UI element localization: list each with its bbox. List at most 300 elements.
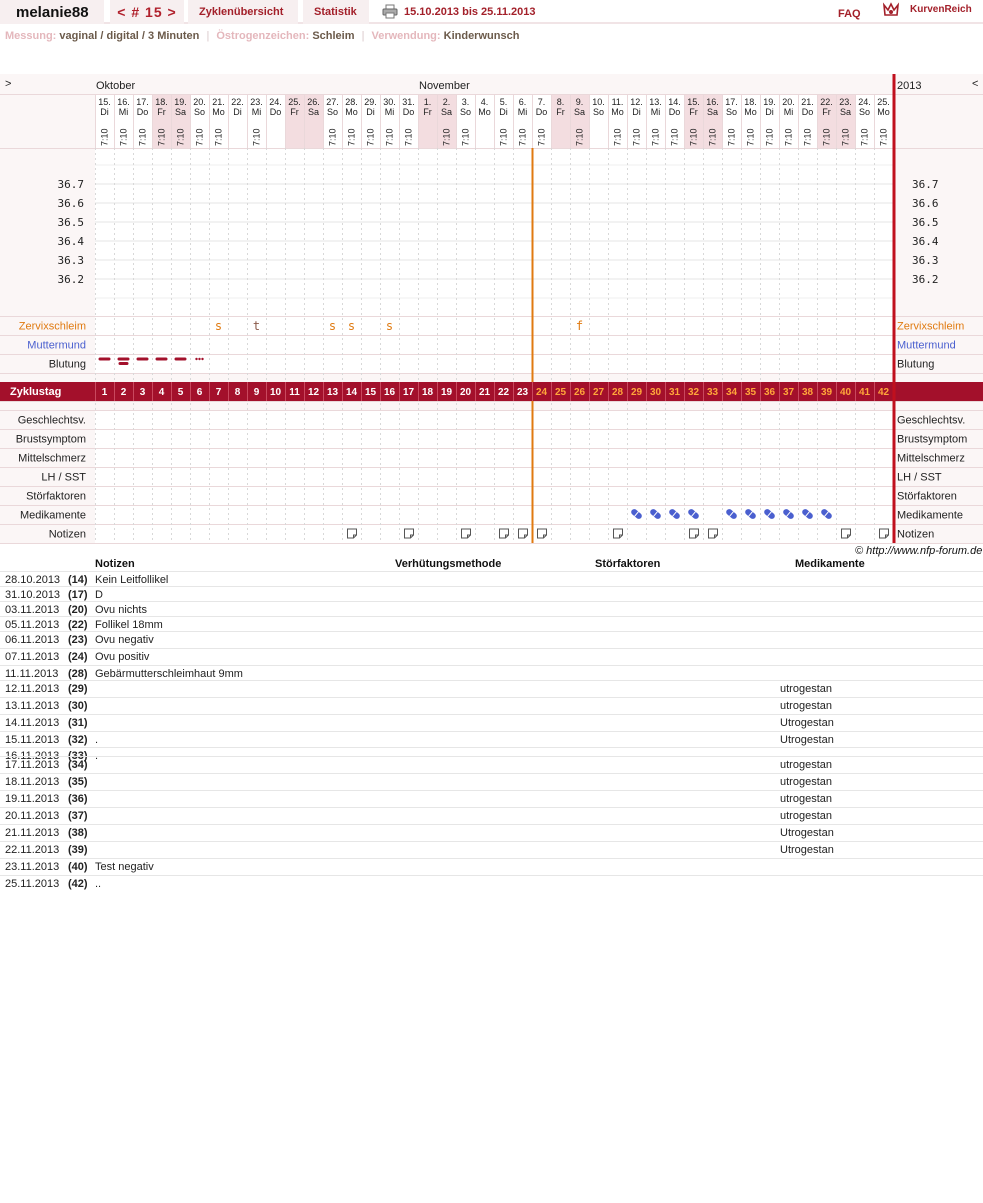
- day-number: 10.: [592, 97, 605, 107]
- day-number: 23.: [839, 97, 852, 107]
- weekday-label: Do: [269, 107, 282, 117]
- weekday-label: So: [858, 107, 871, 117]
- note-text: Kein Leitfollikel: [95, 574, 169, 586]
- day-number: 17.: [725, 97, 738, 107]
- measurement-time: 7:10: [764, 128, 775, 146]
- cycle-day-number: 32: [687, 387, 700, 398]
- table-row: [0, 790, 983, 807]
- day-number: 19.: [763, 97, 776, 107]
- day-number: 11.: [611, 97, 624, 107]
- day-number: 7.: [537, 97, 546, 107]
- row-label-mittel: Mittelschmerz: [18, 452, 86, 465]
- table-row: [0, 756, 983, 773]
- weekday-label: Mi: [650, 107, 661, 117]
- cycle-day-number: 2: [120, 387, 127, 398]
- weekday-label: Sa: [174, 107, 187, 117]
- row-label-right-mittel: Mittelschmerz: [897, 452, 965, 465]
- weekday-label: Mo: [877, 107, 890, 117]
- day-number: 23.: [250, 97, 263, 107]
- cycle-day-number: 6: [196, 387, 203, 398]
- row-label-right-medi: Medikamente: [897, 509, 964, 522]
- cycle-day-number: 21: [478, 387, 491, 398]
- weekday-label: Fr: [423, 107, 432, 117]
- day-number: 25.: [877, 97, 890, 107]
- weekday-label: So: [193, 107, 206, 117]
- note-medication: utrogestan: [780, 700, 832, 712]
- note-cycle-day: (37): [68, 810, 88, 822]
- table-row: [0, 680, 983, 697]
- note-text: .: [95, 750, 99, 762]
- note-icon[interactable]: [880, 529, 889, 538]
- temp-label-right: 36.7: [912, 178, 939, 191]
- row-label-medi: Medikamente: [19, 509, 86, 522]
- day-number: 25.: [288, 97, 301, 107]
- measurement-time: 7:10: [251, 128, 262, 146]
- cervix-mark: s: [385, 319, 394, 333]
- measurement-time: 7:10: [802, 128, 813, 146]
- copyright: © http://www.nfp-forum.de: [855, 545, 983, 557]
- note-date: 20.11.2013: [5, 810, 60, 822]
- measurement-time: 7:10: [403, 128, 414, 146]
- row-label-geschlecht: Geschlechtsv.: [17, 414, 86, 427]
- day-number: 1.: [423, 97, 432, 107]
- note-date: 14.11.2013: [5, 717, 60, 729]
- day-number: 16.: [706, 97, 719, 107]
- weekday-label: Mo: [744, 107, 757, 117]
- weekday-label: Do: [136, 107, 149, 117]
- cycle-day-number: 14: [345, 387, 358, 398]
- weekday-label: Sa: [573, 107, 586, 117]
- weekday-label: Fr: [290, 107, 299, 117]
- note-date: 28.10.2013: [5, 574, 61, 586]
- table-row: [0, 631, 983, 648]
- messung-value: vaginal / digital / 3 Minuten: [59, 30, 200, 42]
- table-row: [0, 875, 983, 892]
- day-number: 13.: [649, 97, 662, 107]
- note-icon[interactable]: [519, 529, 528, 538]
- row-label-right-stoer: Störfaktoren: [897, 490, 957, 503]
- faq-link[interactable]: FAQ: [838, 8, 861, 20]
- note-cycle-day: (34): [68, 759, 88, 771]
- cycle-day-number: 13: [326, 387, 339, 398]
- temp-label-left: 36.4: [57, 235, 84, 248]
- note-cycle-day: (24): [68, 651, 88, 663]
- weekday-label: Mi: [118, 107, 129, 117]
- day-number: 6.: [518, 97, 527, 107]
- bleeding-mark: [175, 358, 187, 361]
- note-medication: utrogestan: [780, 759, 832, 771]
- note-date: 17.11.2013: [5, 759, 60, 771]
- cycle-day-number: 27: [592, 387, 605, 398]
- note-cycle-day: (20): [68, 604, 88, 616]
- cycle-day-number: 37: [782, 387, 795, 398]
- verwendung-label: Verwendung:: [371, 30, 441, 42]
- day-number: 17.: [136, 97, 149, 107]
- measurement-time: 7:10: [460, 128, 471, 146]
- measurement-time: 7:10: [745, 128, 756, 146]
- row-label-notizen: Notizen: [48, 528, 86, 541]
- day-number: 30.: [383, 97, 396, 107]
- weekday-label: Do: [668, 107, 681, 117]
- cervix-mark: s: [347, 319, 356, 333]
- measurement-time: 7:10: [384, 128, 395, 146]
- note-date: 22.11.2013: [5, 844, 60, 856]
- note-cycle-day: (17): [68, 589, 88, 601]
- cycle-day-number: 8: [234, 387, 241, 398]
- note-date: 13.11.2013: [5, 700, 60, 712]
- cycle-day-number: 39: [820, 387, 833, 398]
- cycle-day-number: 7: [215, 387, 222, 398]
- nav-prev-arrow[interactable]: >: [5, 78, 12, 90]
- note-text: .: [95, 734, 99, 746]
- date-range: 15.10.2013 bis 25.11.2013: [404, 6, 536, 18]
- measurement-time: 7:10: [612, 128, 623, 146]
- note-text: D: [95, 589, 103, 601]
- cycle-day-number: 20: [459, 387, 472, 398]
- cycle-chart: [0, 74, 983, 544]
- weekday-label: Do: [801, 107, 814, 117]
- cycle-day-number: 31: [668, 387, 681, 398]
- temp-label-right: 36.6: [912, 197, 939, 210]
- note-date: 31.10.2013: [5, 589, 61, 601]
- measurement-time: 7:10: [327, 128, 338, 146]
- table-row: [0, 841, 983, 858]
- day-number: 8.: [556, 97, 565, 107]
- note-icon[interactable]: [842, 529, 851, 538]
- weekday-label: Di: [765, 107, 774, 117]
- note-date: 21.11.2013: [5, 827, 60, 839]
- day-number: 15.: [98, 97, 111, 107]
- note-cycle-day: (22): [68, 619, 88, 631]
- weekday-label: Mi: [251, 107, 262, 117]
- weekday-label: Fr: [689, 107, 698, 117]
- day-number: 31.: [402, 97, 415, 107]
- measurement-time: 7:10: [650, 128, 661, 146]
- note-cycle-day: (14): [68, 574, 88, 586]
- cycle-day-number: 11: [289, 387, 300, 398]
- table-row: [0, 858, 983, 875]
- weekday-label: Mo: [212, 107, 225, 117]
- weekday-label: So: [459, 107, 472, 117]
- temp-label-right: 36.3: [912, 254, 939, 267]
- note-icon[interactable]: [690, 529, 699, 538]
- weekday-label: Mi: [384, 107, 395, 117]
- cycle-day-number: 15: [364, 387, 377, 398]
- day-number: 21.: [801, 97, 814, 107]
- cycle-day-number: 1: [101, 387, 108, 398]
- temp-label-right: 36.4: [912, 235, 939, 248]
- note-cycle-day: (35): [68, 776, 88, 788]
- day-number: 22.: [820, 97, 833, 107]
- cervix-mark: f: [575, 319, 584, 333]
- measurement-time: 7:10: [498, 128, 509, 146]
- cycle-day-number: 25: [554, 387, 567, 398]
- measurement-time: 7:10: [574, 128, 585, 146]
- printer-icon[interactable]: [382, 4, 398, 19]
- day-number: 24.: [858, 97, 871, 107]
- day-number: 9.: [575, 97, 584, 107]
- table-row: [0, 807, 983, 824]
- measurement-time: 7:10: [840, 128, 851, 146]
- measurement-time: 7:10: [821, 128, 832, 146]
- cycle-day-number: 9: [253, 387, 260, 398]
- note-icon[interactable]: [500, 529, 509, 538]
- measurement-time: 7:10: [137, 128, 148, 146]
- logo-text: KurvenReich: [910, 4, 972, 15]
- row-label-muttermund: Muttermund: [27, 339, 86, 352]
- day-number: 20.: [782, 97, 795, 107]
- measurement-time: 7:10: [688, 128, 699, 146]
- weekday-label: Mi: [517, 107, 528, 117]
- measurement-time: 7:10: [99, 128, 110, 146]
- measurement-time: 7:10: [878, 128, 889, 146]
- row-label-right-brust: Brustsymptom: [897, 433, 968, 446]
- weekday-label: Di: [366, 107, 375, 117]
- note-icon[interactable]: [538, 529, 547, 538]
- month-label-november: November: [419, 80, 470, 92]
- row-label-brust: Brustsymptom: [15, 433, 86, 446]
- day-number: 3.: [461, 97, 470, 107]
- note-medication: utrogestan: [780, 793, 832, 805]
- day-number: 29.: [364, 97, 377, 107]
- measurement-time: 7:10: [441, 128, 452, 146]
- zyklustag-bar: [0, 382, 983, 401]
- cycle-day-number: 35: [744, 387, 757, 398]
- nav-next-arrow[interactable]: <: [972, 78, 979, 90]
- note-date: 25.11.2013: [5, 878, 60, 890]
- cycle-day-number: 16: [383, 387, 396, 398]
- cycle-day-number: 36: [763, 387, 776, 398]
- day-number: 16.: [117, 97, 130, 107]
- temp-label-left: 36.7: [57, 178, 84, 191]
- note-cycle-day: (23): [68, 634, 88, 646]
- note-date: 06.11.2013: [5, 634, 60, 646]
- cycle-day-number: 30: [649, 387, 662, 398]
- note-icon[interactable]: [709, 529, 718, 538]
- cycle-day-number: 10: [269, 387, 282, 398]
- cycle-day-number: 34: [725, 387, 738, 398]
- cycle-day-number: 28: [611, 387, 624, 398]
- table-row: [0, 773, 983, 790]
- table-row: [0, 731, 983, 748]
- day-number: 18.: [744, 97, 757, 107]
- note-text: ..: [95, 878, 102, 890]
- bleeding-spot: [198, 358, 200, 360]
- note-date: 18.11.2013: [5, 776, 60, 788]
- tab-statistics[interactable]: Statistik: [303, 0, 369, 24]
- note-icon[interactable]: [405, 529, 414, 538]
- measurement-time: 7:10: [156, 128, 167, 146]
- weekday-label: Di: [233, 107, 242, 117]
- note-cycle-day: (29): [68, 683, 88, 695]
- note-medication: utrogestan: [780, 776, 832, 788]
- note-cycle-day: (39): [68, 844, 88, 856]
- table-row: [0, 648, 983, 665]
- note-medication: Utrogestan: [780, 734, 834, 746]
- day-number: 19.: [174, 97, 187, 107]
- bleeding-mark: [156, 358, 168, 361]
- measurement-time: 7:10: [783, 128, 794, 146]
- day-number: 24.: [269, 97, 282, 107]
- note-icon[interactable]: [348, 529, 357, 538]
- day-number: 14.: [668, 97, 681, 107]
- cycle-navigator[interactable]: < # 15 >: [110, 0, 184, 24]
- weekday-label: Do: [402, 107, 415, 117]
- day-number: 4.: [480, 97, 489, 107]
- note-medication: Utrogestan: [780, 827, 834, 839]
- cycle-day-number: 23: [516, 387, 529, 398]
- row-label-right-blutung: Blutung: [897, 358, 935, 371]
- temp-label-left: 36.3: [57, 254, 84, 267]
- bleeding-mark-heavy: [119, 362, 129, 365]
- day-number: 15.: [687, 97, 700, 107]
- table-row: [0, 824, 983, 841]
- note-text: Ovu negativ: [95, 634, 154, 646]
- measurement-time: 7:10: [213, 128, 224, 146]
- cycle-day-number: 22: [497, 387, 510, 398]
- weekday-label: Fr: [157, 107, 166, 117]
- cycle-day-number: 12: [307, 387, 320, 398]
- row-label-blutung: Blutung: [48, 358, 86, 371]
- day-number: 27.: [326, 97, 339, 107]
- cervix-mark: s: [328, 319, 337, 333]
- weekday-label: Mo: [345, 107, 358, 117]
- row-label-stoer: Störfaktoren: [26, 490, 86, 503]
- messung-label: Messung:: [5, 30, 57, 42]
- note-text: Ovu positiv: [95, 651, 150, 663]
- month-label-october: Oktober: [96, 80, 136, 92]
- notes-header-medikamente: Medikamente: [795, 558, 865, 570]
- weekday-label: Sa: [307, 107, 320, 117]
- weekday-label: Mo: [478, 107, 491, 117]
- weekday-label: So: [592, 107, 605, 117]
- cycle-day-number: 29: [630, 387, 643, 398]
- verwendung-value: Kinderwunsch: [443, 30, 520, 42]
- note-icon[interactable]: [614, 529, 623, 538]
- username: melanie88: [0, 0, 104, 24]
- weekday-label: So: [725, 107, 738, 117]
- weekday-label: Sa: [706, 107, 719, 117]
- cycle-day-number: 17: [402, 387, 415, 398]
- day-number: 22.: [231, 97, 244, 107]
- weekday-label: Do: [535, 107, 548, 117]
- notes-header-verhuetung: Verhütungsmethode: [395, 558, 502, 570]
- cycle-day-number: 38: [801, 387, 814, 398]
- note-text: Test negativ: [95, 861, 154, 873]
- bleeding-mark: [137, 358, 149, 361]
- note-date: 19.11.2013: [5, 793, 60, 805]
- measurement-time: 7:10: [175, 128, 186, 146]
- oestrogen-label: Östrogenzeichen:: [216, 30, 310, 42]
- note-cycle-day: (32): [68, 734, 88, 746]
- weekday-label: Mo: [611, 107, 624, 117]
- day-number: 28.: [345, 97, 358, 107]
- weekday-label: Sa: [440, 107, 453, 117]
- temp-label-left: 36.5: [57, 216, 84, 229]
- cycle-day-number: 26: [573, 387, 586, 398]
- cycle-day-number: 24: [535, 387, 548, 398]
- row-label-right-lh: LH / SST: [897, 471, 942, 484]
- note-cycle-day: (33): [68, 750, 88, 762]
- note-icon[interactable]: [462, 529, 471, 538]
- cycle-day-number: 18: [421, 387, 434, 398]
- day-number: 5.: [499, 97, 508, 107]
- temp-label-left: 36.6: [57, 197, 84, 210]
- note-date: 16.11.2013: [5, 750, 60, 762]
- temp-label-right: 36.5: [912, 216, 939, 229]
- note-cycle-day: (30): [68, 700, 88, 712]
- measurement-time: 7:10: [726, 128, 737, 146]
- weekday-label: Di: [499, 107, 508, 117]
- day-number: 12.: [630, 97, 643, 107]
- row-label-right-zervix: Zervixschleim: [897, 320, 965, 333]
- cycle-day-number: 41: [858, 387, 871, 398]
- note-cycle-day: (31): [68, 717, 88, 729]
- note-date: 11.11.2013: [5, 668, 59, 680]
- weekday-label: Mi: [783, 107, 794, 117]
- note-date: 23.11.2013: [5, 861, 60, 873]
- measurement-time: 7:10: [631, 128, 642, 146]
- measurement-time: 7:10: [669, 128, 680, 146]
- bleeding-mark: [118, 358, 130, 361]
- temp-label-left: 36.2: [57, 273, 84, 286]
- bleeding-mark: [99, 358, 111, 361]
- bleeding-spot: [201, 358, 203, 360]
- top-bar: [0, 0, 983, 24]
- cycle-day-number: 19: [440, 387, 453, 398]
- note-cycle-day: (28): [68, 668, 88, 680]
- table-row: [0, 697, 983, 714]
- notes-header-stoerfaktoren: Störfaktoren: [595, 558, 661, 570]
- note-cycle-day: (42): [68, 878, 88, 890]
- weekday-label: Di: [632, 107, 641, 117]
- cycle-day-number: 42: [877, 387, 890, 398]
- note-medication: Utrogestan: [780, 844, 834, 856]
- weekday-label: Fr: [822, 107, 831, 117]
- measurement-time: 7:10: [194, 128, 205, 146]
- measurement-time: 7:10: [517, 128, 528, 146]
- measurement-time: 7:10: [118, 128, 129, 146]
- bleeding-spot: [195, 358, 197, 360]
- note-date: 12.11.2013: [5, 683, 60, 695]
- cycle-day-number: 33: [706, 387, 719, 398]
- cycle-day-number: 4: [158, 387, 165, 398]
- note-text: Follikel 18mm: [95, 619, 163, 631]
- row-label-lh: LH / SST: [41, 471, 86, 484]
- note-cycle-day: (40): [68, 861, 88, 873]
- note-date: 15.11.2013: [5, 734, 60, 746]
- cycle-day-number: 3: [139, 387, 146, 398]
- table-row: [0, 714, 983, 731]
- note-date: 05.11.2013: [5, 619, 60, 631]
- day-number: 18.: [155, 97, 168, 107]
- day-number: 21.: [212, 97, 225, 107]
- note-date: 03.11.2013: [5, 604, 60, 616]
- year-label: 2013: [897, 80, 922, 92]
- cycle-chart-svg: [0, 74, 983, 544]
- cycle-day-number: 40: [839, 387, 852, 398]
- cervix-mark: s: [214, 319, 223, 333]
- note-date: 07.11.2013: [5, 651, 60, 663]
- tab-cycle-overview[interactable]: Zyklenübersicht: [188, 0, 298, 24]
- measurement-time: 7:10: [365, 128, 376, 146]
- weekday-label: So: [326, 107, 339, 117]
- note-medication: utrogestan: [780, 683, 832, 695]
- row-label-right-notizen: Notizen: [897, 528, 935, 541]
- measurement-time: 7:10: [859, 128, 870, 146]
- row-label-zervix: Zervixschleim: [18, 320, 86, 333]
- weekday-label: Sa: [839, 107, 852, 117]
